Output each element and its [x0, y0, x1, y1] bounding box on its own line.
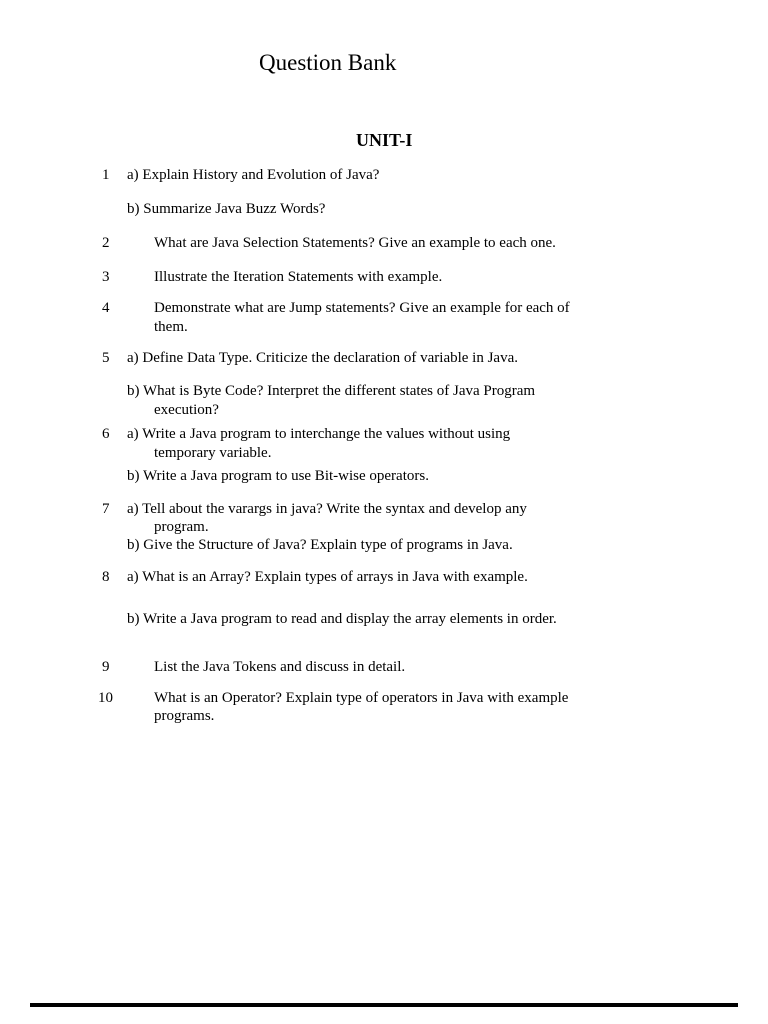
- question-number: 8: [102, 569, 110, 585]
- question-4-text-line-1: Demonstrate what are Jump statements? Give an example for each of: [154, 300, 570, 316]
- question-10-text-line-2: programs.: [154, 708, 215, 724]
- question-3-text: Illustrate the Iteration Statements with example.: [154, 269, 443, 285]
- question-2-text: What are Java Selection Statements? Give an example to each one.: [154, 235, 556, 251]
- question-number: 7: [102, 501, 110, 517]
- question-6-part-a-line-2: temporary variable.: [154, 445, 272, 461]
- question-7-part-a-line-1: a) Tell about the varargs in java? Write the syntax and develop any: [127, 501, 527, 517]
- question-number: 10: [98, 690, 113, 706]
- question-6-part-a-line-1: a) Write a Java program to interchange the values without using: [127, 426, 511, 442]
- question-4-text-line-2: them.: [154, 319, 188, 335]
- question-number: 2: [102, 235, 110, 251]
- question-7-part-b: b) Give the Structure of Java? Explain type of programs in Java.: [127, 537, 513, 553]
- question-10-text-line-1: What is an Operator? Explain type of operators in Java with example: [154, 690, 569, 706]
- question-1-part-b: b) Summarize Java Buzz Words?: [127, 201, 326, 217]
- page-bottom-rule: [30, 1003, 738, 1007]
- question-number: 5: [102, 350, 110, 366]
- document-title: Question Bank: [259, 50, 397, 75]
- question-5-part-a: a) Define Data Type. Criticize the declaration of variable in Java.: [127, 350, 518, 366]
- question-6-part-b: b) Write a Java program to use Bit-wise operators.: [127, 468, 429, 484]
- question-number: 6: [102, 426, 110, 442]
- question-1-part-a: a) Explain History and Evolution of Java?: [127, 167, 380, 183]
- question-5-part-b-line-1: b) What is Byte Code? Interpret the different states of Java Program: [127, 383, 536, 399]
- question-number: 9: [102, 659, 110, 675]
- question-8-part-b: b) Write a Java program to read and display the array elements in order.: [127, 611, 557, 627]
- question-5-part-b-line-2: execution?: [154, 402, 219, 418]
- question-8-part-a: a) What is an Array? Explain types of arrays in Java with example.: [127, 569, 528, 585]
- question-7-part-a-line-2: program.: [154, 519, 209, 535]
- question-number: 3: [102, 269, 110, 285]
- question-number: 4: [102, 300, 110, 316]
- question-number: 1: [102, 167, 110, 183]
- unit-heading: UNIT-I: [356, 130, 413, 150]
- question-9-text: List the Java Tokens and discuss in detail.: [154, 659, 406, 675]
